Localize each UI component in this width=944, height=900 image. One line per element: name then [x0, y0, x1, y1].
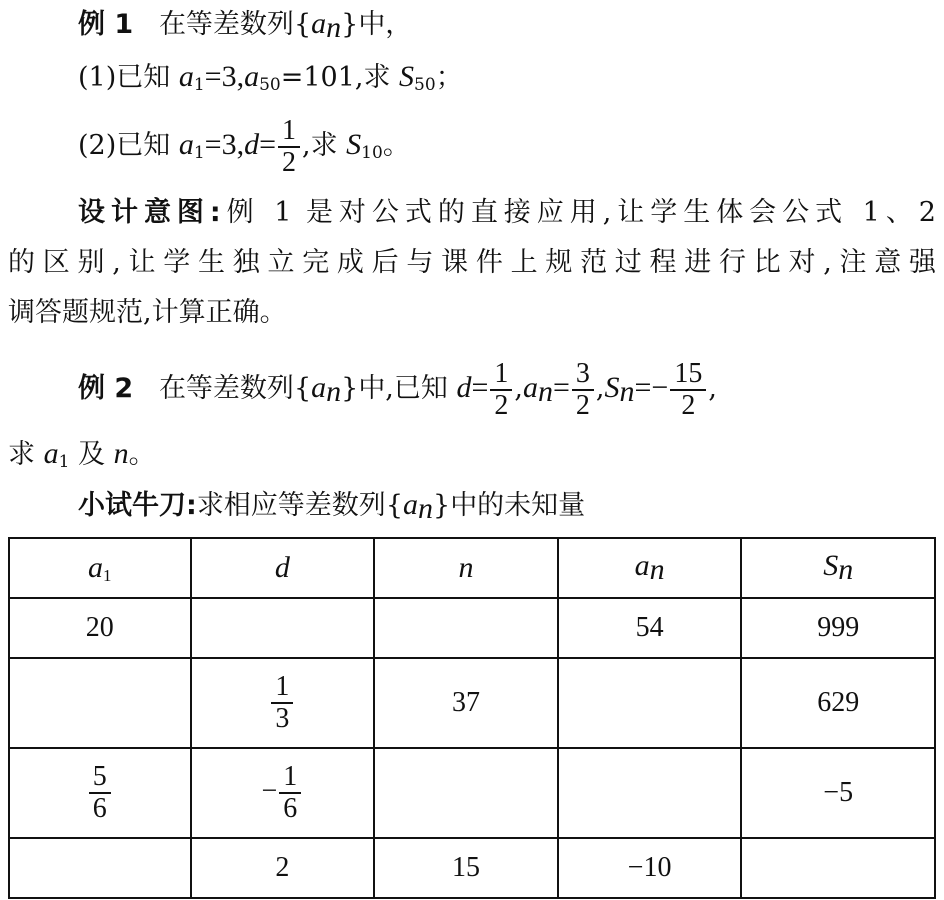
cell-r3-a1 [9, 748, 191, 838]
part-2-eq2: = [259, 128, 276, 161]
header-d-var: d [274, 551, 290, 584]
cell-r4-a1 [9, 838, 191, 898]
header-a1 [9, 538, 191, 598]
ask-n: n [113, 437, 129, 470]
ex2-eq1: = [471, 371, 489, 404]
ex2-d: d [456, 371, 472, 404]
design-intent-text-2: 的区别,让学生独立完成后与课件上规范过程进行比对,注意强 [8, 247, 936, 278]
unknowns-table [8, 537, 936, 899]
ex2-sn-fraction [670, 359, 706, 421]
part-1-a: a [178, 60, 194, 93]
cell-r1-a1: 20 [9, 598, 191, 658]
fraction-denominator: 6 [283, 793, 298, 824]
ex2-an-fraction [572, 359, 594, 421]
header-n-var: n [458, 551, 474, 584]
cell-r2-an [558, 658, 742, 748]
part-2-fraction [278, 116, 300, 178]
seq-close: } [433, 490, 451, 521]
header-an [558, 538, 742, 598]
ask-prefix: 求 [8, 439, 44, 470]
example-2-question [8, 437, 944, 479]
fraction-numerator: 3 [572, 359, 594, 391]
ex2-sn: S [604, 371, 620, 404]
cell-r1-n [374, 598, 558, 658]
design-intent-label: 设计意图: [78, 197, 221, 228]
trial-text: 求相应等差数列 [196, 490, 386, 521]
cell-r3-n [374, 748, 558, 838]
seq-sub: n [418, 492, 433, 525]
part-2-end: 。 [382, 130, 410, 161]
design-intent-text-3: 调答题规范,计算正确。 [8, 297, 287, 328]
header-sn-sub: n [838, 553, 854, 586]
cell-r3-d-sign: − [261, 775, 278, 807]
table-header-row [9, 538, 935, 598]
part-1-eq2: =101,求 [280, 62, 400, 93]
ex2-an: a [523, 371, 538, 404]
table-row [9, 658, 935, 748]
cell-r1-sn: 999 [741, 598, 935, 658]
fraction-denominator: 6 [92, 793, 107, 824]
trial-text-end: 中的未知量 [450, 490, 586, 521]
part-1-s-sub: 50 [414, 75, 436, 95]
example-1-label: 例 1 [78, 9, 134, 40]
fraction-denominator: 3 [275, 703, 290, 734]
cell-r2-d [191, 658, 375, 748]
table-row [9, 748, 935, 838]
cell-r3-an [558, 748, 742, 838]
ex2-sep2: , [595, 373, 605, 404]
part-1-end: ； [435, 62, 463, 93]
part-1-b-sub: 50 [259, 75, 281, 95]
cell-r2-sn: 629 [741, 658, 935, 748]
ex2-sep3: , [708, 373, 717, 404]
cell-r2-a1 [9, 658, 191, 748]
trial-title [78, 488, 944, 526]
fraction-denominator: 2 [282, 146, 296, 178]
example-2-label: 例 2 [78, 373, 134, 404]
example-2-known: 中,已知 [358, 373, 457, 404]
design-intent-text-1: 例 1 是对公式的直接应用,让学生体会公式 1、2 [220, 197, 936, 228]
ask-end: 。 [128, 439, 156, 470]
ask-a-sub: 1 [58, 452, 70, 472]
example-1-part-1 [78, 60, 944, 102]
fraction-numerator: 15 [670, 359, 706, 391]
fraction-numerator: 1 [490, 359, 512, 391]
part-2-a: a [178, 128, 194, 161]
cell-r4-d: 2 [191, 838, 375, 898]
design-intent-line-3 [8, 296, 944, 330]
design-intent-line-1 [78, 196, 936, 230]
header-an-var: a [634, 549, 650, 582]
seq-var: a [311, 7, 327, 40]
header-a1-var: a [88, 550, 104, 584]
cell-r2-n: 37 [374, 658, 558, 748]
seq-close: } [341, 9, 359, 40]
ex2-d-fraction [490, 359, 512, 421]
seq-sub: n [326, 11, 342, 44]
example-1-part-2 [78, 110, 944, 188]
seq-open: { [293, 373, 312, 404]
part-2-d: d [244, 128, 260, 161]
ex2-eq2: = [553, 371, 570, 404]
part-2-s-sub: 10 [361, 143, 383, 163]
seq-open: { [293, 9, 312, 40]
fraction-numerator: 1 [271, 672, 293, 704]
ask-mid: 及 [69, 439, 114, 470]
cell-r4-n: 15 [374, 838, 558, 898]
header-a1-sub: 1 [103, 565, 112, 585]
part-2-s: S [346, 128, 362, 161]
cell-r3-a1-fraction [89, 762, 111, 824]
ask-a: a [43, 437, 59, 470]
header-n [374, 538, 558, 598]
part-1-s: S [399, 60, 415, 93]
part-2-prefix: (2)已知 [78, 130, 179, 161]
fraction-denominator: 2 [494, 389, 509, 421]
seq-var: a [403, 488, 418, 521]
part-2-a-sub: 1 [193, 143, 205, 163]
cell-r1-an: 54 [558, 598, 742, 658]
ex2-sn-sub: n [619, 375, 635, 408]
seq-open: { [385, 490, 403, 521]
fraction-numerator: 1 [278, 116, 300, 148]
example-1-intro-end: 中， [358, 9, 413, 40]
example-1-intro: 在等差数列 [158, 9, 294, 40]
header-d [191, 538, 375, 598]
fraction-numerator: 5 [89, 762, 111, 794]
cell-r3-d-fraction [279, 762, 301, 824]
cell-r4-an: −10 [558, 838, 742, 898]
cell-r3-sn: −5 [741, 748, 935, 838]
part-1-eq1: =3, [204, 60, 245, 93]
fraction-denominator: 2 [575, 389, 590, 421]
example-1-title [78, 7, 944, 45]
fraction-numerator: 1 [279, 762, 301, 794]
header-an-sub: n [649, 553, 665, 586]
ex2-sep1: , [514, 373, 523, 404]
seq-sub: n [326, 375, 342, 408]
trial-label: 小试牛刀: [78, 490, 197, 521]
table-row [9, 598, 935, 658]
part-2-eq1: =3, [204, 128, 245, 161]
seq-close: } [341, 373, 359, 404]
part-2-mid: ,求 [302, 130, 347, 161]
cell-r1-d [191, 598, 375, 658]
ex2-an-sub: n [538, 375, 553, 408]
fraction-denominator: 2 [681, 389, 696, 421]
seq-var: a [311, 371, 327, 404]
table-row [9, 838, 935, 898]
part-1-prefix: (1)已知 [78, 62, 179, 93]
part-1-a-sub: 1 [193, 75, 205, 95]
ex2-eq3: =− [634, 371, 669, 404]
part-1-b: a [244, 60, 260, 93]
header-sn [741, 538, 935, 598]
cell-r4-sn [741, 838, 935, 898]
header-sn-var: S [823, 549, 839, 582]
cell-r3-d [191, 748, 375, 838]
design-intent-line-2 [8, 246, 936, 280]
example-2-title [78, 348, 944, 432]
cell-r2-d-fraction [271, 672, 293, 734]
example-2-intro: 在等差数列 [158, 373, 294, 404]
